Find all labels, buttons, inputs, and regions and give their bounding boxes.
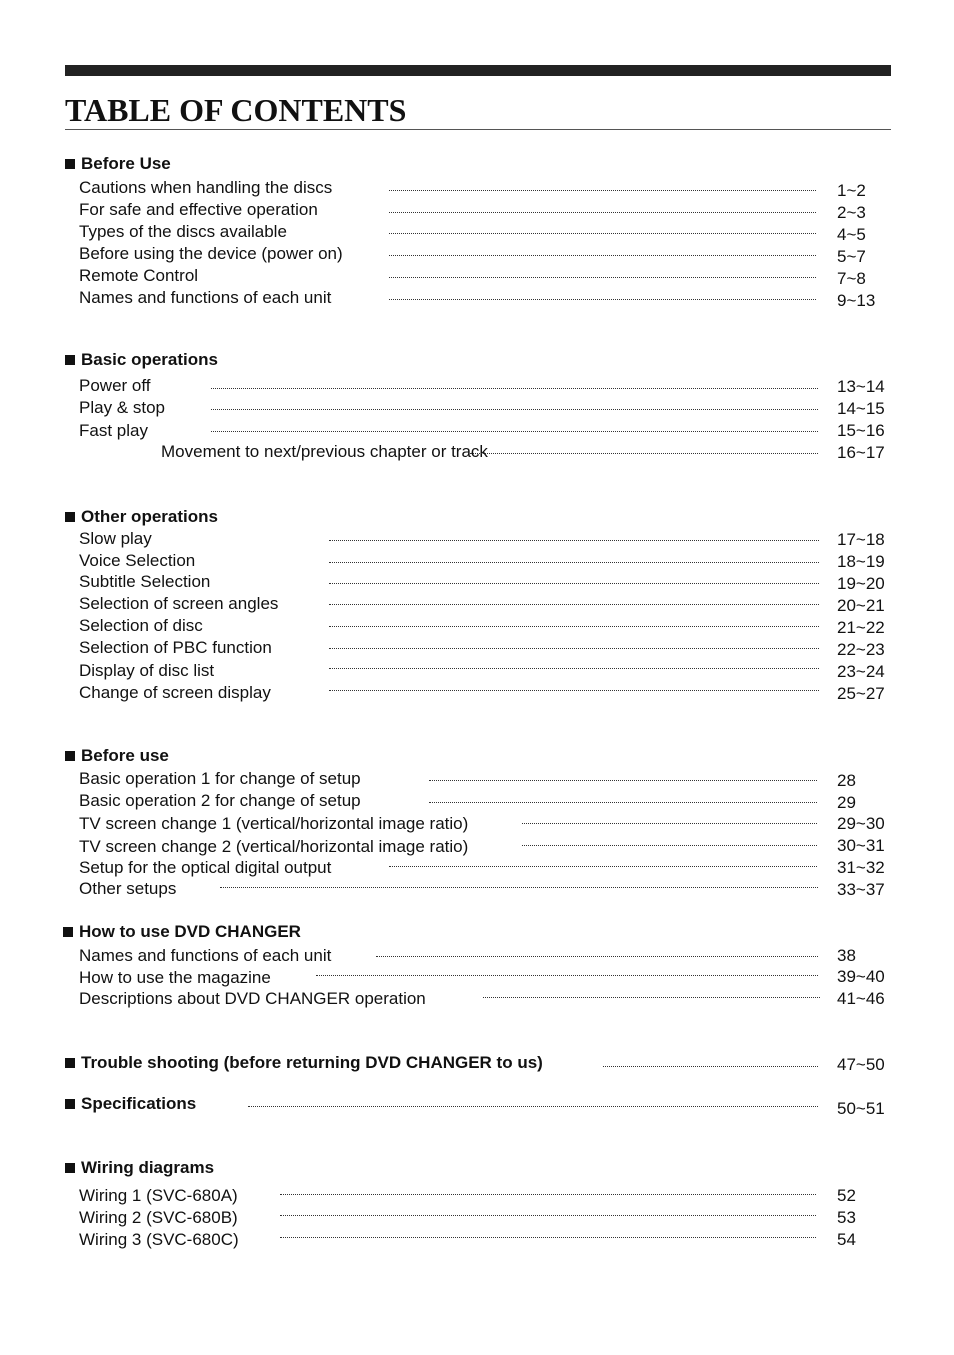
dot-leader bbox=[389, 233, 816, 234]
dot-leader bbox=[483, 997, 820, 998]
dot-leader bbox=[329, 648, 819, 649]
dot-leader bbox=[429, 802, 817, 803]
toc-entry-text: Basic operation 1 for change of setup bbox=[79, 769, 361, 788]
square-bullet-icon bbox=[65, 512, 75, 522]
toc-entry-text: Types of the discs available bbox=[79, 222, 287, 241]
toc-page-number: 14~15 bbox=[837, 399, 885, 418]
toc-entry-text: Voice Selection bbox=[79, 551, 196, 570]
section-heading-before-use: Before Use bbox=[65, 154, 171, 174]
toc-page-number: 18~19 bbox=[837, 552, 885, 571]
toc-page-number: 31~32 bbox=[837, 858, 885, 877]
dot-leader bbox=[211, 431, 818, 432]
toc-page-number: 9~13 bbox=[837, 291, 876, 310]
dot-leader bbox=[389, 255, 816, 256]
toc-page-number: 25~27 bbox=[837, 684, 885, 703]
section-heading-before-use-setup: Before use bbox=[65, 746, 169, 766]
toc-entry-text: Power off bbox=[79, 376, 151, 395]
toc-entry-text: Basic operation 2 for change of setup bbox=[79, 791, 361, 810]
dot-leader bbox=[211, 409, 818, 410]
square-bullet-icon bbox=[65, 751, 75, 761]
toc-page-number: 29~30 bbox=[837, 814, 885, 833]
toc-page-number: 2~3 bbox=[837, 203, 866, 222]
section-heading-how-to-use-dvd-changer: How to use DVD CHANGER bbox=[63, 922, 301, 942]
toc-entry-text: Fast play bbox=[79, 421, 148, 440]
toc-page-number: 41~46 bbox=[837, 989, 885, 1008]
dot-leader bbox=[220, 887, 818, 888]
square-bullet-icon bbox=[65, 355, 75, 365]
toc-entry-text: Remote Control bbox=[79, 266, 199, 285]
toc-page-number: 53 bbox=[837, 1208, 856, 1227]
toc-entry-text: Selection of disc bbox=[79, 616, 203, 635]
square-bullet-icon bbox=[65, 1058, 75, 1068]
dot-leader bbox=[329, 668, 819, 669]
dot-leader bbox=[329, 626, 819, 627]
dot-leader bbox=[376, 956, 818, 957]
square-bullet-icon bbox=[65, 1163, 75, 1173]
toc-entry-text: TV screen change 1 (vertical/horizontal image ratio) bbox=[79, 814, 469, 833]
toc-page-number: 50~51 bbox=[837, 1099, 885, 1118]
toc-page-number: 5~7 bbox=[837, 247, 866, 266]
toc-page-number: 33~37 bbox=[837, 880, 885, 899]
toc-entry-text: Names and functions of each unit bbox=[79, 946, 332, 965]
dot-leader bbox=[329, 540, 819, 541]
top-rule-bar bbox=[65, 65, 891, 76]
dot-leader bbox=[329, 583, 819, 584]
toc-page-number: 17~18 bbox=[837, 530, 885, 549]
toc-entry-text: Wiring 3 (SVC-680C) bbox=[79, 1230, 239, 1249]
dot-leader bbox=[316, 975, 818, 976]
toc-page-number: 29 bbox=[837, 793, 856, 812]
section-heading-wiring-diagrams: Wiring diagrams bbox=[65, 1158, 214, 1178]
toc-page-number: 23~24 bbox=[837, 662, 885, 681]
dot-leader bbox=[329, 690, 819, 691]
dot-leader bbox=[280, 1194, 816, 1195]
toc-entry-text: Other setups bbox=[79, 879, 177, 898]
dot-leader bbox=[389, 277, 816, 278]
toc-entry-text: Names and functions of each unit bbox=[79, 288, 332, 307]
dot-leader bbox=[522, 845, 817, 846]
toc-page-number: 52 bbox=[837, 1186, 856, 1205]
toc-entry-text: Wiring 1 (SVC-680A) bbox=[79, 1186, 238, 1205]
toc-entry-text: Play & stop bbox=[79, 398, 165, 417]
toc-page-number: 1~2 bbox=[837, 181, 866, 200]
toc-entry-text: Selection of PBC function bbox=[79, 638, 272, 657]
toc-entry-text: Change of screen display bbox=[79, 683, 271, 702]
dot-leader bbox=[329, 604, 819, 605]
toc-entry-text: For safe and effective operation bbox=[79, 200, 318, 219]
toc-page-number: 22~23 bbox=[837, 640, 885, 659]
toc-entry-text: Display of disc list bbox=[79, 661, 215, 680]
toc-page-number: 4~5 bbox=[837, 225, 866, 244]
dot-leader bbox=[429, 780, 817, 781]
dot-leader bbox=[280, 1215, 816, 1216]
toc-page-number: 28 bbox=[837, 771, 856, 790]
toc-page-number: 20~21 bbox=[837, 596, 885, 615]
toc-entry-text: Wiring 2 (SVC-680B) bbox=[79, 1208, 238, 1227]
dot-leader bbox=[248, 1106, 818, 1107]
dot-leader bbox=[603, 1066, 818, 1067]
toc-entry-text: Movement to next/previous chapter or track bbox=[161, 442, 488, 461]
dot-leader bbox=[329, 562, 819, 563]
dot-leader bbox=[280, 1237, 816, 1238]
section-heading-trouble-shooting: Trouble shooting (before returning DVD CHANGER to us) bbox=[65, 1053, 543, 1073]
dot-leader bbox=[470, 453, 818, 454]
toc-page-number: 38 bbox=[837, 946, 856, 965]
toc-entry-text: Before using the device (power on) bbox=[79, 244, 343, 263]
square-bullet-icon bbox=[65, 159, 75, 169]
dot-leader bbox=[522, 823, 817, 824]
toc-page-number: 19~20 bbox=[837, 574, 885, 593]
toc-page-number: 16~17 bbox=[837, 443, 885, 462]
toc-page-number: 13~14 bbox=[837, 377, 885, 396]
square-bullet-icon bbox=[65, 1099, 75, 1109]
toc-page-number: 54 bbox=[837, 1230, 856, 1249]
toc-page-number: 39~40 bbox=[837, 967, 885, 986]
title-underline bbox=[65, 129, 891, 130]
toc-page-number: 7~8 bbox=[837, 269, 866, 288]
toc-entry-text: Slow play bbox=[79, 529, 152, 548]
toc-entry-text: Descriptions about DVD CHANGER operation bbox=[79, 989, 426, 1008]
toc-page-number: 30~31 bbox=[837, 836, 885, 855]
page-title: TABLE OF CONTENTS bbox=[65, 92, 407, 128]
toc-entry-text: Subtitle Selection bbox=[79, 572, 211, 591]
dot-leader bbox=[389, 190, 816, 191]
toc-page-number: 15~16 bbox=[837, 421, 885, 440]
dot-leader bbox=[211, 388, 818, 389]
toc-page-number: 21~22 bbox=[837, 618, 885, 637]
toc-entry-text: Selection of screen angles bbox=[79, 594, 279, 613]
toc-entry-text: Cautions when handling the discs bbox=[79, 178, 333, 197]
section-heading-specifications: Specifications bbox=[65, 1094, 196, 1114]
dot-leader bbox=[389, 212, 816, 213]
section-heading-basic-operations: Basic operations bbox=[65, 350, 218, 370]
toc-entry-text: How to use the magazine bbox=[79, 968, 271, 987]
dot-leader bbox=[389, 299, 816, 300]
toc-entry-text: TV screen change 2 (vertical/horizontal image ratio) bbox=[79, 837, 469, 856]
section-heading-other-operations: Other operations bbox=[65, 507, 218, 527]
dot-leader bbox=[389, 866, 817, 867]
square-bullet-icon bbox=[63, 927, 73, 937]
toc-page-number: 47~50 bbox=[837, 1055, 885, 1074]
toc-entry-text: Setup for the optical digital output bbox=[79, 858, 332, 877]
